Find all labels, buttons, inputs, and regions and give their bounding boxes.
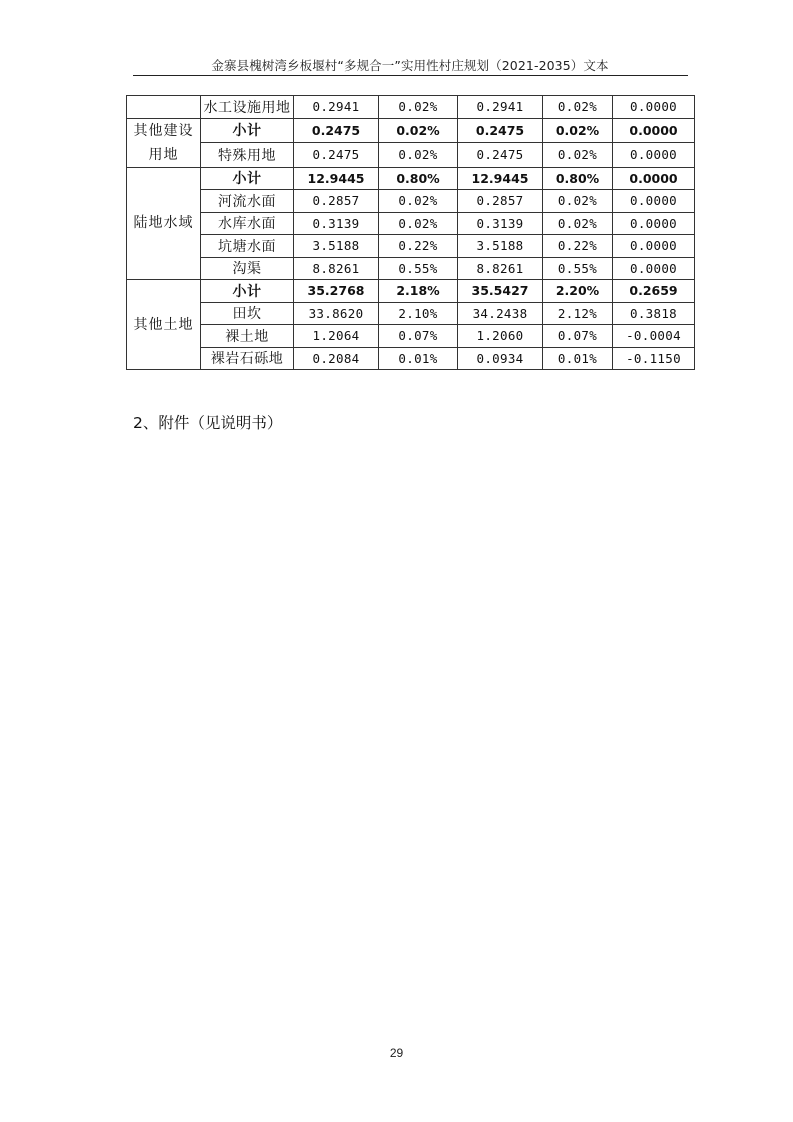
header-divider — [133, 75, 688, 76]
value-cell: 0.02% — [379, 190, 458, 213]
value-cell: 0.02% — [543, 190, 613, 213]
value-cell: 0.01% — [543, 347, 613, 370]
land-type-name: 裸岩石砾地 — [201, 347, 294, 370]
table-row — [127, 235, 695, 258]
value-cell: 0.02% — [379, 118, 458, 143]
table-row — [127, 96, 695, 119]
value-cell: -0.0004 — [613, 325, 695, 348]
value-cell: 0.0000 — [613, 96, 695, 119]
value-cell: 35.5427 — [458, 280, 543, 303]
land-type-name: 小计 — [201, 118, 294, 143]
value-cell: 0.0000 — [613, 257, 695, 280]
land-use-table-body — [127, 96, 695, 370]
value-cell: 2.10% — [379, 302, 458, 325]
land-type-name: 河流水面 — [201, 190, 294, 213]
value-cell: 0.80% — [379, 167, 458, 190]
land-type-name: 小计 — [201, 167, 294, 190]
value-cell: 33.8620 — [294, 302, 379, 325]
value-cell: 0.0000 — [613, 212, 695, 235]
page-header-title: 金寨县槐树湾乡板堰村“多规合一”实用性村庄规划（2021-2035）文本 — [211, 58, 609, 73]
value-cell: 0.0000 — [613, 143, 695, 168]
value-cell: 0.2084 — [294, 347, 379, 370]
value-cell: 34.2438 — [458, 302, 543, 325]
value-cell: 2.18% — [379, 280, 458, 303]
land-type-name: 特殊用地 — [201, 143, 294, 168]
value-cell: 0.2475 — [458, 118, 543, 143]
value-cell: 0.55% — [379, 257, 458, 280]
value-cell: 0.2475 — [294, 118, 379, 143]
value-cell: 0.02% — [379, 212, 458, 235]
value-cell: 0.0000 — [613, 190, 695, 213]
value-cell: 0.07% — [543, 325, 613, 348]
value-cell: 0.02% — [543, 96, 613, 119]
table-row — [127, 257, 695, 280]
table-row — [127, 190, 695, 213]
value-cell: 0.80% — [543, 167, 613, 190]
value-cell: 0.02% — [379, 143, 458, 168]
page-number: 29 — [389, 1046, 404, 1060]
value-cell: 0.2475 — [458, 143, 543, 168]
category-cell: 其他建设用地 — [127, 118, 201, 167]
subtotal-row — [127, 118, 695, 143]
value-cell: 12.9445 — [294, 167, 379, 190]
value-cell: 0.2475 — [294, 143, 379, 168]
value-cell: 0.55% — [543, 257, 613, 280]
value-cell: 35.2768 — [294, 280, 379, 303]
table-row — [127, 302, 695, 325]
value-cell: 3.5188 — [458, 235, 543, 258]
subtotal-row — [127, 280, 695, 303]
value-cell: 8.8261 — [294, 257, 379, 280]
value-cell: 0.3139 — [294, 212, 379, 235]
land-type-name: 田坎 — [201, 302, 294, 325]
value-cell: 0.0000 — [613, 118, 695, 143]
value-cell: 2.20% — [543, 280, 613, 303]
table-row — [127, 212, 695, 235]
value-cell: 0.02% — [543, 212, 613, 235]
value-cell: 0.2659 — [613, 280, 695, 303]
value-cell: 0.22% — [543, 235, 613, 258]
table-row — [127, 347, 695, 370]
value-cell: 0.2941 — [458, 96, 543, 119]
value-cell: 0.0000 — [613, 167, 695, 190]
section-title-attachment: 2、附件（见说明书） — [133, 414, 283, 432]
value-cell: 0.0934 — [458, 347, 543, 370]
value-cell: 12.9445 — [458, 167, 543, 190]
category-cell: 其他土地 — [127, 280, 201, 370]
subtotal-row — [127, 167, 695, 190]
value-cell: 1.2060 — [458, 325, 543, 348]
value-cell: 3.5188 — [294, 235, 379, 258]
value-cell: 0.3139 — [458, 212, 543, 235]
value-cell: 0.2941 — [294, 96, 379, 119]
value-cell: 8.8261 — [458, 257, 543, 280]
land-type-name: 小计 — [201, 280, 294, 303]
category-cell: 陆地水域 — [127, 167, 201, 280]
table-row — [127, 325, 695, 348]
value-cell: 1.2064 — [294, 325, 379, 348]
value-cell: 0.02% — [543, 143, 613, 168]
table-row — [127, 143, 695, 168]
value-cell: 2.12% — [543, 302, 613, 325]
value-cell: 0.02% — [379, 96, 458, 119]
value-cell: 0.2857 — [458, 190, 543, 213]
land-type-name: 坑塘水面 — [201, 235, 294, 258]
land-type-name: 水工设施用地 — [201, 96, 294, 119]
category-cell — [127, 96, 201, 119]
value-cell: 0.02% — [543, 118, 613, 143]
value-cell: 0.2857 — [294, 190, 379, 213]
value-cell: 0.3818 — [613, 302, 695, 325]
value-cell: 0.07% — [379, 325, 458, 348]
land-type-name: 水库水面 — [201, 212, 294, 235]
land-type-name: 裸土地 — [201, 325, 294, 348]
value-cell: 0.01% — [379, 347, 458, 370]
land-type-name: 沟渠 — [201, 257, 294, 280]
value-cell: -0.1150 — [613, 347, 695, 370]
land-use-table — [126, 95, 695, 370]
value-cell: 0.22% — [379, 235, 458, 258]
value-cell: 0.0000 — [613, 235, 695, 258]
